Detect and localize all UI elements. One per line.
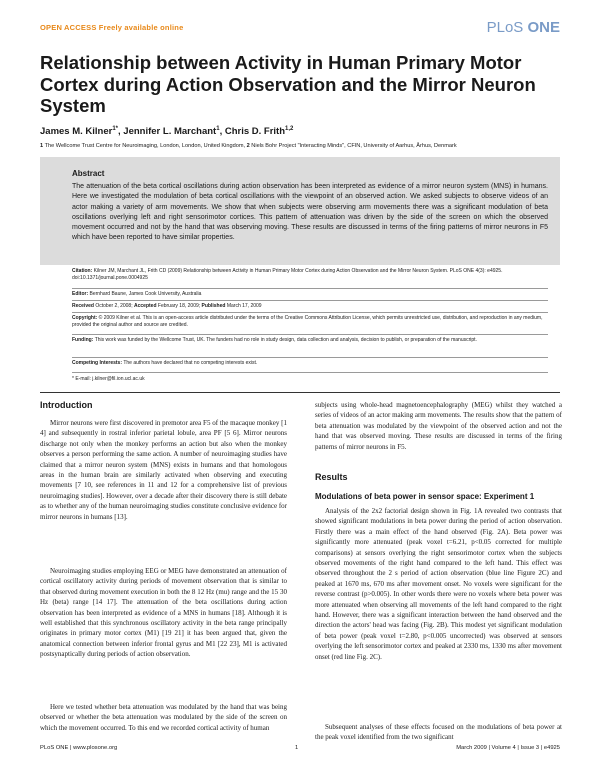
page-footer: [40, 745, 560, 755]
introduction-heading: Introduction: [40, 400, 93, 410]
email: [72, 376, 548, 383]
published-date: March 17, 2009: [226, 303, 262, 309]
abstract-text: The attenuation of the beta cortical oscillations during action observation has been interpreted as evidence of a mirror neuron system (MNS) in humans. Here we investigated the modulation of beta cortical oscillations with the viewpoint of an observed action. We asked subjects to observe videos of an actor making a variety of arm movements. We show that when subjects were observing arm movements there was a significant modulation of beta oscillations overlying left and right sensorimotor cortices. This pattern of attenuation was driven by the side of the screen on which the observed movement occurred and not by the hand that was observing moving. These results are discussed in terms of the firing patterns of mirror neurons in F5 which have been reported to have similar properties.: [72, 183, 548, 242]
intro-paragraph-1: Mirror neurons were first discovered in premotor area F5 of the macaque monkey [1 4] and subsequently in rostral inferior parietal lobule, area PF [5 6]. Mirror neurons discharge not only when the monkey performs an action but also when the monkey observes a person performing the same action. A number of neuroimaging studies have claimed that a mirror neuron system (MNS) exists in humans and that homologous areas in the human brain are similarly activated when observing and executing movements [7 10, see references in 11 and 12 for a comprehensive list of previous neuroimaging studies]. However, over a decade after their discovery there is still debate as to whether any of the human neuroimaging studies constitute conclusive evidence for mirror neurons in humans [13].: [40, 419, 287, 521]
footer-issue: March 2009 | Volume 4 | Issue 3 | e4925: [456, 745, 560, 751]
dates: [72, 303, 548, 310]
open-access-badge: [40, 23, 183, 32]
meta-divider: [72, 334, 548, 335]
editor-text: Bernhard Baune, James Cook University, Australia: [89, 291, 202, 297]
results-paragraph-1: Analysis of the 2x2 factorial design shown in Fig. 1A revealed two contrasts that showed significant modulations in beta power during the period of action observation. Firstly there was a main effect of the hand observed (Fig. 2A). Beta power was significantly more attenuated (peak voxel t=6.21, p<0.05 corrected for multiple comparisons) at sensors overlying the right sensorimotor cortex when the subjects observed movements of the right hand compared to the left hand. This effect was observed throughout the 2 s period of action observation (blue line Figure 2C) and peaked at 1670 ms, 670 ms after movement onset. No voxels were significant for the reverse contrast (p>0.005). In other words there were no voxels where beta power was more attenuated when observing all movements of the left hand compared to the right hand. However, there was a significant interaction between the hand observed and the direction the actors' head was facing (Fig. 2B). This modest yet significant modulation of beta power (peak voxel t=2.80, p<0.005 uncorrected) was observed at sensors overlying the left sensorimotor cortex and peaked at 2330 ms, 1330 ms after movement onset (red line Fig. 2C).: [315, 507, 562, 661]
affiliations: [40, 143, 570, 150]
copyright: [72, 315, 548, 329]
logo-plos-text: PLoS: [486, 19, 524, 36]
author-sup: 1,2: [285, 126, 294, 132]
funding: [72, 337, 548, 344]
intro-paragraph-4: subjects using whole-head magnetoencephalography (MEG) whilst they watched a series of videos of an actor making arm movements. The results show that the pattern of beta attenuation was modulated by the viewpoint of the observed action and not the hand that was observed moving. These results are discussed in terms of the firing patterns of mirror neurons in F5.: [315, 401, 562, 451]
results-paragraph-2: Subsequent analyses of these effects focused on the modulations of beta power at the peak voxel identified from the two significant: [315, 723, 562, 742]
logo-one-text: ONE: [527, 19, 560, 36]
intro-paragraph-2: Neuroimaging studies employing EEG or MEG have demonstrated an attenuation of cortical oscillatory activity during periods of movement observation that is similar to that observed during movement execution in both the 8 12 Hz (mu) range and the 15 30 Hz (beta) range [14 17]. The attenuation of the beta oscillations during action observation has been interpreted as evidence of a MNS in humans [18]. Although it is well established that this synchronous oscillatory activity in the beta range principally originates in primary motor cortex (M1) [19 21] it has been argued that, given the anatomical connection between inferior frontal gyrus and M1 [22 23], M1 is activated postsynaptically during periods of action observation.: [40, 567, 287, 659]
author-name: James M. Kilner: [40, 126, 113, 138]
copyright-text: © 2009 Kilner et al. This is an open-access article distributed under the terms of the Creative Commons Attribution License, which permits unrestricted use, distribution, and reproduction in any medium, provided the original author and source are credited.: [72, 315, 543, 328]
affiliation-num: 2: [246, 143, 250, 149]
editor: [72, 291, 548, 298]
accepted-date: February 18, 2009;: [157, 303, 201, 309]
affiliation-num: 1: [40, 143, 44, 149]
meta-divider: [72, 288, 548, 289]
funding-text: This work was funded by the Wellcome Trust, UK. The funders had no role in study design, data collection and analysis, decision to publish, or preparation of the manuscript.: [94, 337, 477, 343]
funding-label: Funding:: [72, 337, 94, 343]
body-divider: [40, 392, 560, 393]
intro-paragraph-3: Here we tested whether beta attenuation was modulated by the hand that was being observed or whether the beta attenuation was modulated by the side of the screen on which the movement occurred. To this end we recorded cortical activity of human: [40, 703, 287, 732]
received-date: October 2, 2008;: [95, 303, 133, 309]
journal-header: [40, 19, 560, 38]
results-subheading: Modulations of beta power in sensor space: Experiment 1: [315, 492, 535, 501]
author-name: Chris D. Frith: [224, 126, 286, 138]
affiliation-text: Niels Bohr Project "Interacting Minds", CFIN, University of Aarhus, Århus, Denmark: [251, 143, 457, 149]
meta-divider: [72, 357, 548, 358]
copyright-label: Copyright:: [72, 315, 98, 321]
footer-journal: PLoS ONE | www.plosone.org: [40, 745, 118, 751]
results-heading: Results: [315, 472, 348, 482]
competing-label: Competing Interests:: [72, 360, 123, 366]
article-title: Relationship between Activity in Human Primary Motor Cortex during Action Observation and the Mirror Neuron System: [40, 52, 536, 116]
page-number: 1: [295, 745, 299, 751]
abstract-heading: Abstract: [72, 169, 105, 178]
meta-divider: [72, 312, 548, 313]
published-label: Published: [201, 303, 226, 309]
abstract-box: [40, 157, 560, 265]
received-label: Received: [72, 303, 94, 309]
author-sup: 1*: [112, 126, 119, 132]
plos-one-logo: [487, 19, 560, 36]
editor-label: Editor:: [72, 291, 89, 297]
meta-divider: [72, 372, 548, 373]
competing-interests: [72, 360, 548, 367]
open-access-label: OPEN ACCESS Freely available online: [40, 23, 184, 32]
citation-label: Citation:: [72, 268, 93, 274]
author-sup: 1: [216, 126, 220, 132]
affiliation-text: The Wellcome Trust Centre for Neuroimaging, London, London, United Kingdom,: [44, 143, 246, 149]
meta-divider: [72, 300, 548, 301]
author-name: Jennifer L. Marchant: [123, 126, 217, 138]
citation-text: Kilner JM, Marchant JL, Frith CD (2009) Relationship between Activity in Human Primary Motor Cortex during Action Observation and the Mirror Neuron System. PLoS ONE 4(3): e4925. doi:10.1371/journal.pone.0004925: [72, 268, 503, 281]
email-text: * E-mail: j.kilner@fil.ion.ucl.ac.uk: [72, 376, 145, 382]
citation: [72, 268, 548, 282]
accepted-label: Accepted: [134, 303, 157, 309]
author-list: James M. Kilner$^{1*}$, Jennifer L. Marchant$^1$, Chris D. Frith$^{1,2}$: [40, 126, 294, 138]
competing-text: The authors have declared that no competing interests exist.: [123, 360, 258, 366]
